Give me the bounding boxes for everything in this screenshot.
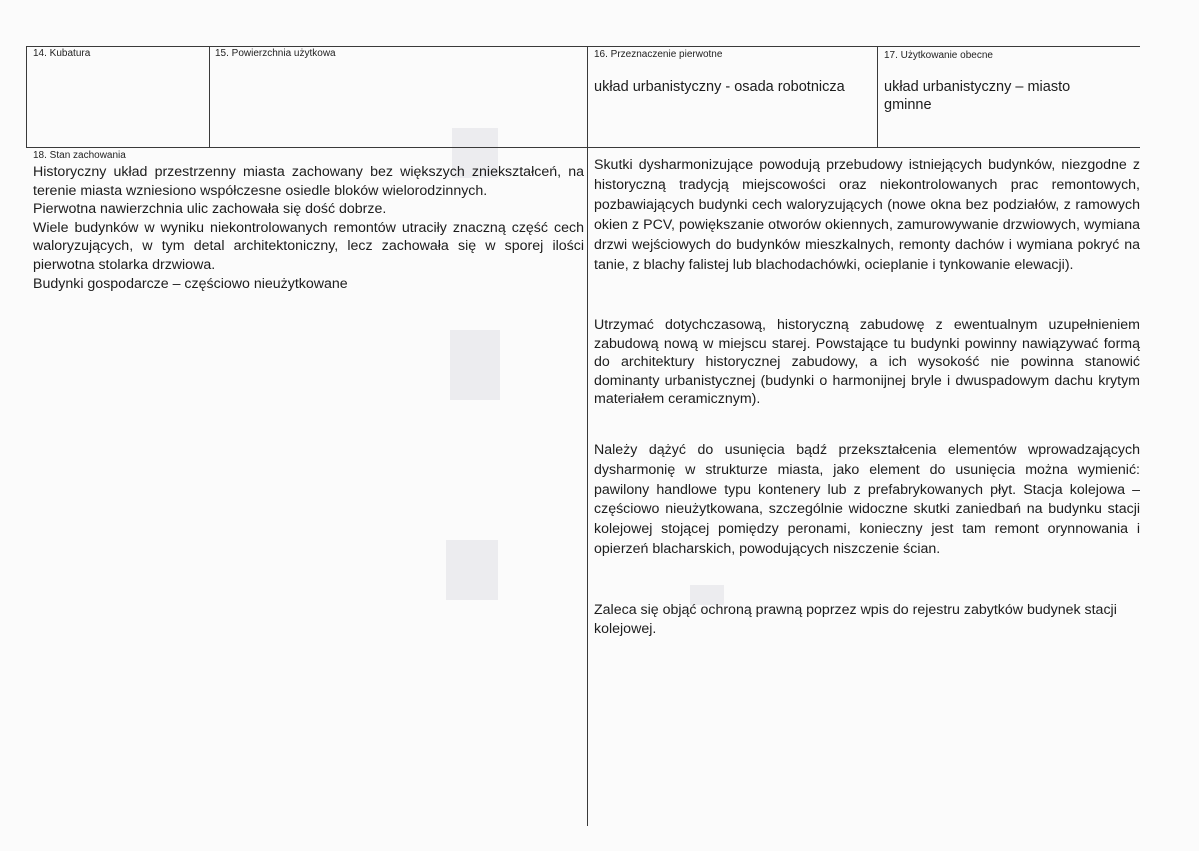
table-left-border xyxy=(26,46,27,147)
stan-paragraph: Wiele budynków w wyniku niekontrolowanych remontów utraciły znaczną część cech waloryzujących, w tym detal architektoniczny, lecz zachowała się w sporej ilości pierwotna stolarka drzwiowa. xyxy=(33,219,584,273)
kubatura-label: 14. Kubatura xyxy=(33,48,91,59)
table-top-border xyxy=(26,46,1140,47)
row-divider xyxy=(26,147,1140,148)
powierzchnia-label: 15. Powierzchnia użytkowa xyxy=(215,48,336,59)
uzytkowanie-value: układ urbanistyczny – miasto gminne xyxy=(884,79,1071,113)
stan-paragraph: Pierwotna nawierzchnia ulic zachowała się dość dobrze. xyxy=(33,201,387,218)
przeznaczenie-value: układ urbanistyczny - osada robotnicza xyxy=(594,79,845,95)
zalecenia-paragraph-4: Zaleca się objąć ochroną prawną poprzez wpis do rejestru zabytków budynek stacji kolejowej. xyxy=(594,602,1117,637)
stan-zachowania-label: 18. Stan zachowania xyxy=(33,150,126,161)
stan-paragraph: Budynki gospodarcze – częściowo nieużytkowane xyxy=(33,275,348,292)
scan-mark xyxy=(446,540,498,600)
zalecenia-paragraph-2: Utrzymać dotychczasową, historyczną zabudowę z ewentualnym uzupełnieniem zabudową nową w miejscu starej. Powstające tu budynki powinny nawiązywać formą do architektury historycznej zabudowy, a ich wysokość nie powinna stanowić dominanty urbanistycznej (budynki o harmonijnej bryle i dwuspadowym dachu krytym materiałem ceramicznym). xyxy=(594,317,1140,408)
zalecenia-paragraph-1: Skutki dysharmonizujące powodują przebudowy istniejących budynków, niezgodne z historyczną tradycją miejscowości oraz niekontrolowanych prac remontowych, pozbawiających budynki cech waloryzujących (nowe okna bez podziałów, z ramowych okien z PCV, powiększanie otworów okiennych, zamurowywanie drzwiowych, wymiana drzwi wejściowych do budynków mieszkalnych, remonty dachów i wymiana pokryć na tanie, z blachy falistej lub blachodachówki, ocieplanie i tynkowanie elewacji). xyxy=(594,157,1140,273)
column-divider-3 xyxy=(877,46,878,147)
scan-mark xyxy=(450,330,500,400)
zalecenia-paragraph-3: Należy dążyć do usunięcia bądź przekształcenia elementów wprowadzających dysharmonię w strukturze miasta, jako element do usunięcia można wymienić: pawilony handlowe typu kontenery lub z prefabrykowanych płyt. Stacja kolejowa – częściowo nieużytkowana, szczególnie widoczne skutki zaniedbań na budynku stacji kolejowej stojącej pomiędzy peronami, konieczny jest tam remont orynnowania i opierzeń blacharskich, powodujących niszczenie ścian. xyxy=(594,442,1140,557)
przeznaczenie-label: 16. Przeznaczenie pierwotne xyxy=(594,49,723,60)
stan-paragraph: Historyczny układ przestrzenny miasta zachowany bez większych zniekształceń, na terenie miasta wzniesiono współczesne osiedle bloków wielorodzinnych. xyxy=(33,164,584,199)
column-divider-1 xyxy=(209,46,210,147)
column-divider-main xyxy=(587,46,588,826)
uzytkowanie-label: 17. Użytkowanie obecne xyxy=(884,50,993,61)
stan-zachowania-text xyxy=(33,163,584,293)
